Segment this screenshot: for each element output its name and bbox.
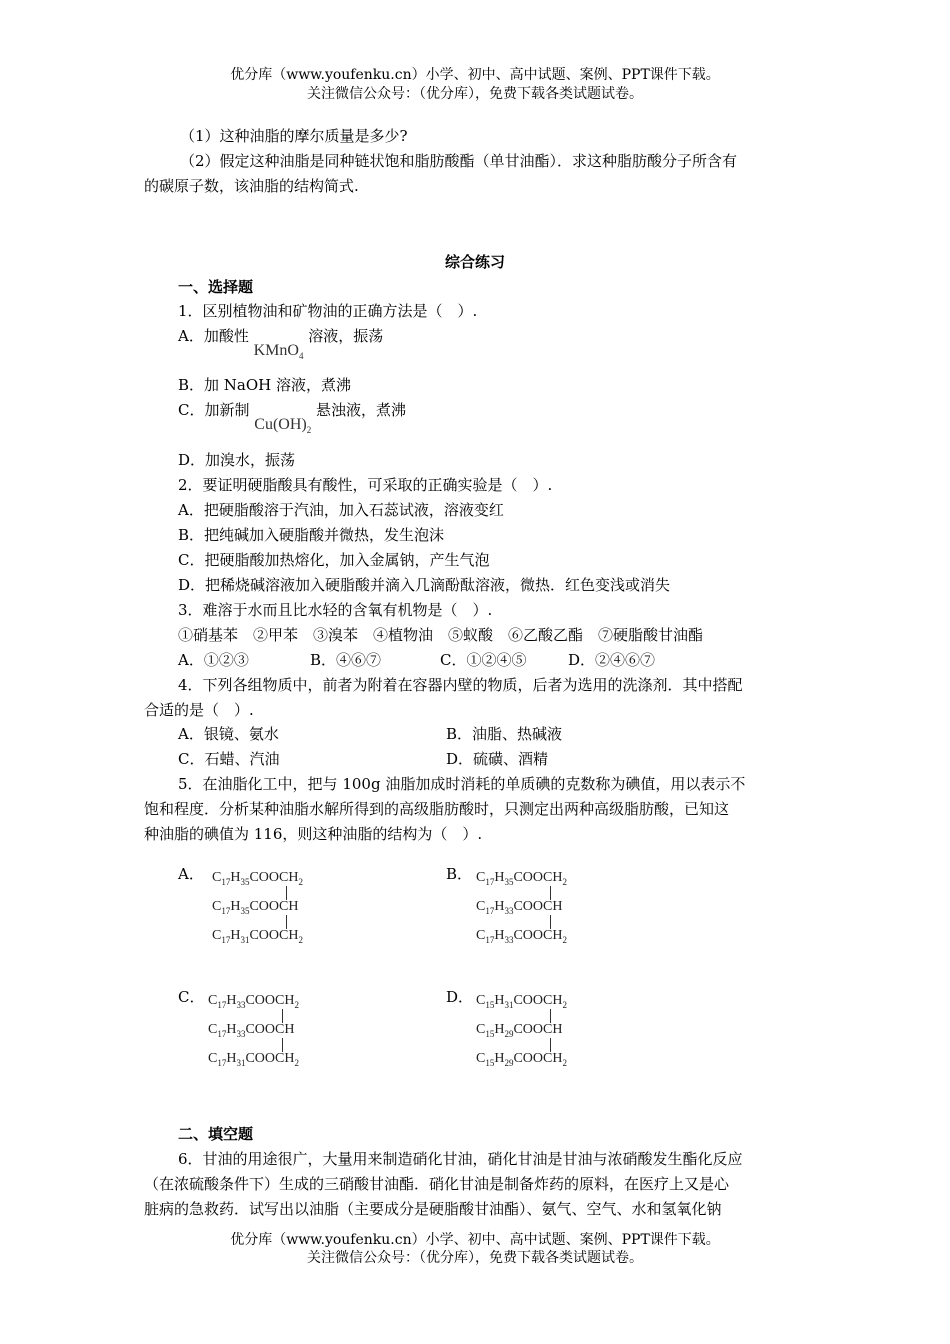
part2-title: 二、填空题: [178, 1125, 254, 1143]
intro-question-2-line-1: （2）假定这种油脂是同种链状饱和脂肪酸酯（单甘油酯）．求这种脂肪酸分子所含有: [180, 152, 738, 170]
structure-a-bond-2: [286, 915, 287, 929]
structure-a-row-1: $C_{17}H_{35}COOCH_2$: [212, 870, 303, 887]
structure-a: [212, 870, 332, 952]
q1-option-a-suffix: 溶液，振荡: [308, 327, 384, 345]
cuoh2-formula-sub: 2: [306, 425, 312, 436]
structure-b-row-3: $C_{17}H_{33}COOCH_2$: [476, 928, 567, 945]
q3-option-a: A．①②③: [178, 651, 249, 669]
structure-b-bond-1: [550, 886, 551, 900]
part1-title: 一、选择题: [178, 278, 254, 296]
q1-option-b: B．加 NaOH 溶液，煮沸: [178, 376, 352, 394]
footer-line-1: 优分库（www.youfenku.cn）小学、初中、高中试题、案例、PPT课件下载。: [230, 1232, 720, 1248]
q6-line-3: 脏病的急救药．试写出以油脂（主要成分是硬脂酸甘油酯）、氨气、空气、水和氢氧化钠: [144, 1200, 722, 1218]
q5-stem-line-2: 饱和程度．分析某种油脂水解所得到的高级脂肪酸时，只测定出两种高级脂肪酸，已知这: [144, 800, 730, 818]
q1-option-c-suffix: 悬浊液，煮沸: [315, 401, 406, 419]
q1-option-d: D．加溴水，振荡: [178, 451, 296, 469]
q4-option-b: B．油脂、热碱液: [446, 725, 563, 743]
q4-option-c: C．石蜡、汽油: [178, 750, 280, 768]
structure-d-bond-1: [550, 1009, 551, 1023]
q1-stem: 1．区别植物油和矿物油的正确方法是（ ）.: [178, 302, 478, 320]
structure-c-row-2: $C_{17}H_{33}COOCH$: [208, 1022, 295, 1039]
structure-c-bond-1: [282, 1009, 283, 1023]
structure-a-row-2: $C_{17}H_{35}COOCH$: [212, 899, 299, 916]
structure-c: [208, 993, 328, 1075]
structure-d-row-2: $C_{15}H_{29}COOCH$: [476, 1022, 563, 1039]
q2-option-b: B．把纯碱加入硬脂酸并微热，发生泡沫: [178, 526, 445, 544]
q6-line-1: 6．甘油的用途很广，大量用来制造硝化甘油，硝化甘油是甘油与浓硝酸发生酯化反应: [178, 1150, 743, 1168]
structure-d-row-3: $C_{15}H_{29}COOCH_2$: [476, 1051, 567, 1068]
intro-question-2-line-2: 的碳原子数，该油脂的结构简式.: [144, 177, 359, 195]
q3-option-b: B．④⑥⑦: [310, 651, 382, 669]
structure-b: [476, 870, 596, 952]
section-title: 综合练习: [444, 253, 505, 271]
q6-line-2: （在浓硫酸条件下）生成的三硝酸甘油酯．硝化甘油是制备炸药的原料，在医疗上又是心: [144, 1175, 730, 1193]
structure-a-bond-1: [286, 886, 287, 900]
structure-a-row-3: $C_{17}H_{31}COOCH_2$: [212, 928, 303, 945]
footer-line-2: 关注微信公众号：（优分库），免费下载各类试题试卷。: [307, 1250, 643, 1266]
kmno4-formula-sub: 4: [298, 351, 304, 362]
q5-label-b: B．: [446, 865, 473, 883]
q3-stem: 3．难溶于水而且比水轻的含氧有机物是（ ）.: [178, 601, 493, 619]
structure-d: [476, 993, 596, 1075]
q4-option-a: A．银镜、氨水: [178, 725, 279, 743]
q1-option-a: [178, 326, 384, 362]
q3-option-d: D．②④⑥⑦: [568, 651, 656, 669]
q5-label-a: A．: [178, 865, 204, 883]
q4-stem-line-1: 4．下列各组物质中，前者为附着在容器内壁的物质，后者为选用的洗涤剂．其中搭配: [178, 676, 743, 694]
kmno4-formula-main: KMnO: [253, 342, 299, 359]
q5-stem-line-1: 5．在油脂化工中，把与 100g 油脂加成时消耗的单质碘的克数称为碘值，用以表示不: [178, 775, 746, 793]
q2-stem: 2．要证明硬脂酸具有酸性，可采取的正确实验是（ ）.: [178, 476, 553, 494]
cuoh2-formula: [254, 416, 312, 436]
q2-option-a: A．把硬脂酸溶于汽油，加入石蕊试液，溶液变红: [178, 501, 504, 519]
q5-label-c: C．: [178, 988, 205, 1006]
intro-question-1: （1）这种油脂的摩尔质量是多少?: [180, 127, 408, 145]
q1-option-a-prefix: A．加酸性: [178, 327, 249, 345]
q5-label-d: D．: [446, 988, 474, 1006]
cuoh2-formula-main: Cu(OH): [254, 416, 307, 433]
header-line-1: 优分库（www.youfenku.cn）小学、初中、高中试题、案例、PPT课件下载。: [230, 67, 720, 83]
structure-c-row-3: $C_{17}H_{31}COOCH_2$: [208, 1051, 299, 1068]
q4-option-d: D．硫磺、酒精: [446, 750, 549, 768]
q2-option-c: C．把硬脂酸加热熔化，加入金属钠，产生气泡: [178, 551, 490, 569]
structure-c-bond-2: [282, 1038, 283, 1052]
structure-b-row-1: $C_{17}H_{35}COOCH_2$: [476, 870, 567, 887]
structure-b-row-2: $C_{17}H_{33}COOCH$: [476, 899, 563, 916]
q3-option-c: C．①②④⑤: [440, 651, 527, 669]
structure-c-row-1: $C_{17}H_{33}COOCH_2$: [208, 993, 299, 1010]
q1-option-c: [178, 400, 406, 436]
q1-option-c-prefix: C．加新制: [178, 401, 250, 419]
q4-stem-line-2: 合适的是（ ）.: [144, 701, 254, 719]
kmno4-formula: [253, 342, 304, 362]
q3-items: ①硝基苯 ②甲苯 ③溴苯 ④植物油 ⑤蚁酸 ⑥乙酸乙酯 ⑦硬脂酸甘油酯: [178, 626, 704, 644]
structure-d-bond-2: [550, 1038, 551, 1052]
structure-d-row-1: $C_{15}H_{31}COOCH_2$: [476, 993, 567, 1010]
header-line-2: 关注微信公众号：（优分库），免费下载各类试题试卷。: [307, 86, 643, 102]
q2-option-d: D．把稀烧碱溶液加入硬脂酸并滴入几滴酚酞溶液，微热．红色变浅或消失: [178, 576, 671, 594]
structure-b-bond-2: [550, 915, 551, 929]
q5-stem-line-3: 种油脂的碘值为 116，则这种油脂的结构为（ ）.: [144, 825, 483, 843]
